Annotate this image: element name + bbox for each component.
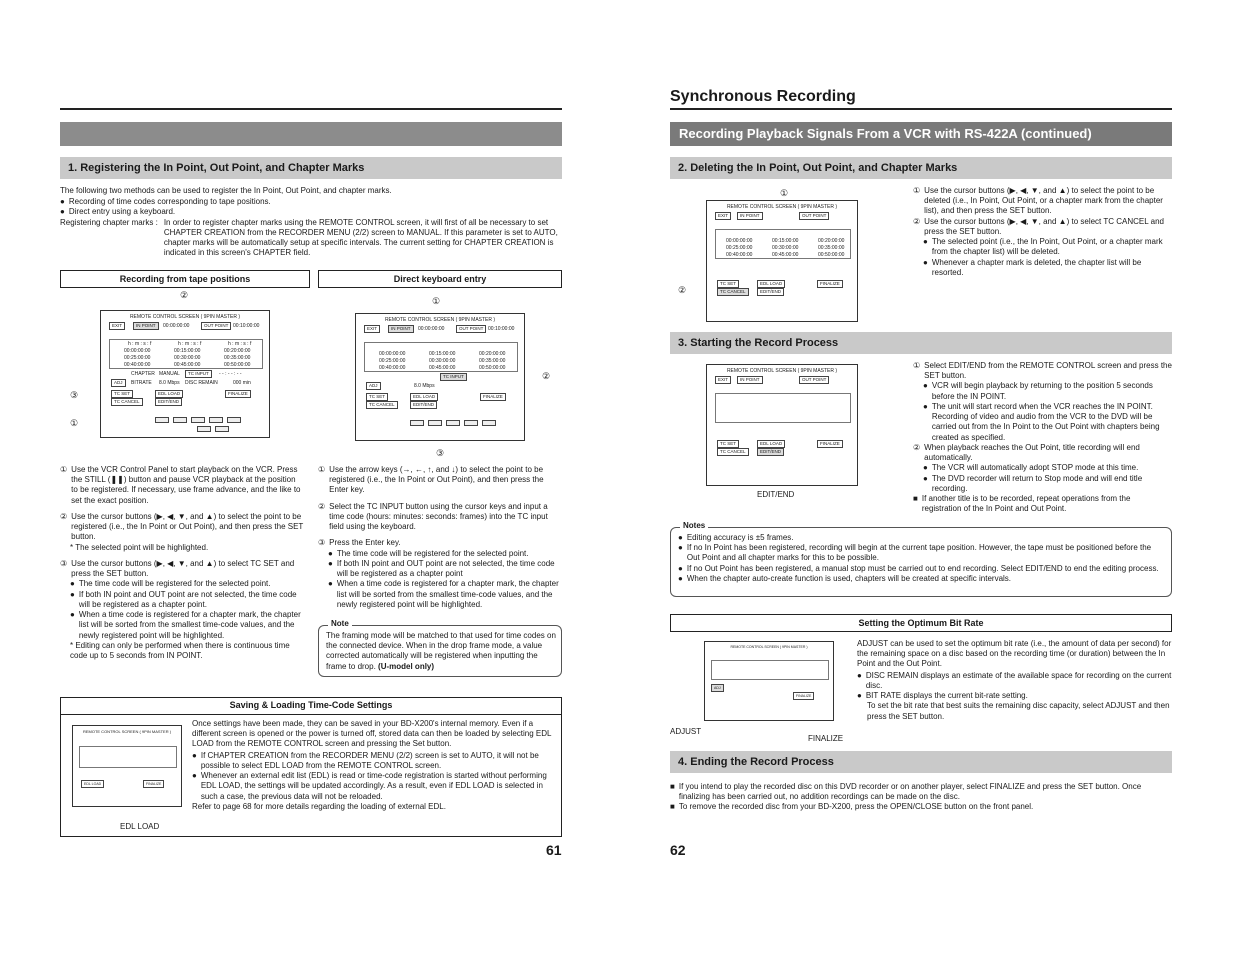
- bitrate-text: ADJUST can be used to set the optimum bit rate (i.e., the amount of data per second) for the remaining space on a disc based on the recording time (or duration) between the In Point and the Out Point. ● DISC REMAIN displays an estimate of the available space for recording on the current disc. ● BIT RATE displays the current bit-rate setting. To set the bit rate that best suits the remaining disc capacity, select ADJUST and then press the SET button.: [857, 639, 1172, 721]
- fast-forward-icon[interactable]: [482, 420, 496, 426]
- section4-text: ■ If you intend to play the recorded disc on this DVD recorder or on another player, select FINALIZE and press the SET button. Once finalizing has been carried out, no addition recordings can be made on the disc. ■ To remove the recorded disc from your BD-X200, press the OPEN/CLOSE button on the front panel.: [670, 782, 1142, 812]
- recording-from-tape-label: Recording from tape positions: [60, 270, 310, 288]
- adj-button[interactable]: ADJ: [711, 684, 724, 692]
- stop-icon[interactable]: [173, 417, 187, 423]
- edit-end-button[interactable]: EDIT/END: [410, 401, 437, 409]
- exit-button[interactable]: EXIT: [109, 322, 125, 330]
- tc-cancel-button[interactable]: TC CANCEL: [717, 448, 749, 456]
- top-rule-right: [670, 108, 1172, 110]
- banner: Recording Playback Signals From a VCR with RS-422A (continued): [670, 122, 1172, 146]
- page-number-right: 62: [670, 842, 686, 858]
- out-point-button[interactable]: OUT POINT: [799, 376, 829, 384]
- out-point-button[interactable]: OUT POINT: [456, 325, 486, 333]
- frame-back-icon[interactable]: [197, 426, 211, 432]
- in-point-tc: 00:00:00:00: [163, 323, 190, 329]
- intro-bullet: ● Recording of time codes corresponding to tape positions.: [60, 197, 271, 207]
- page-number-left: 61: [546, 842, 562, 858]
- edit-end-button[interactable]: EDIT/END: [757, 288, 784, 296]
- tc-cancel-button[interactable]: TC CANCEL: [717, 288, 749, 296]
- notes-label: Notes: [680, 521, 708, 531]
- intro-text: The following two methods can be used to register the In Point, Out Point, and chapter marks.: [60, 186, 392, 195]
- edl-load-button[interactable]: EDL LOAD: [155, 390, 183, 398]
- section3-steps: ① Select EDIT/END from the REMOTE CONTROL screen and press the SET button. ● VCR will begin playback by returning to the position 5 seconds before the IN POINT. ● The unit will start record when the VCR reaches the IN POINT. Recording of video and audio from the VCR to the DVD will be carried out from the In Point to the Out Point with chapters being created as specified. ② When playback reaches the Out Point, title recording will end automatically. ● The VCR will automatically adopt STOP mode at this time. ● The DVD recorder will return to Stop mode and will end title recording. ■ If another title is to be recorded, repeat operations from the registration of the In Point and Out Point.: [913, 361, 1172, 514]
- section2-steps: ① Use the cursor buttons (▶, ◀, ▼, and ▲) to select the point to be deleted (i.e., In Point, Out Point, or a chapter mark from the chapter list), and then press the SET button. ② Use the cursor buttons (▶, ◀, ▼, and ▲) to select TC CANCEL and press the SET button. ● The selected point (i.e., the In Point, Out Point, or a chapter mark from the chapter list) will be deleted. ● Whenever a chapter mark is deleted, the chapter list will be resorted.: [913, 186, 1164, 277]
- in-point-button[interactable]: IN POINT: [133, 322, 159, 330]
- callout-2: ②: [678, 285, 687, 295]
- play-icon[interactable]: [446, 420, 460, 426]
- callout-1: ①: [780, 188, 789, 198]
- in-point-button[interactable]: IN POINT: [737, 212, 763, 220]
- edl-load-button[interactable]: EDL LOAD: [81, 780, 104, 788]
- section3-title: 3. Starting the Record Process: [670, 332, 1172, 354]
- section1-intro: [60, 186, 562, 259]
- edl-load-button[interactable]: EDL LOAD: [757, 280, 785, 288]
- edl-load-label: EDL LOAD: [120, 822, 160, 831]
- notes-list: ● Editing accuracy is ±5 frames. ● If no In Point has been registered, recording will begin at the current tape position. However, the tape must be positioned before the Out Point and all chapter marks for this to be possible. ● If no Out Point has been registered, a manual stop must be carried out to end recording. Select EDIT/END to end the editing process. ● When the chapter auto-create function is used, chapters will be created at specific intervals.: [678, 533, 1159, 583]
- out-point-button[interactable]: OUT POINT: [799, 212, 829, 220]
- saving-loading-text: Once settings have been made, they can be saved in your BD-X200's internal memory. Even if a different screen is opened or the power is turned off, stored data can then be loaded by selecting EDL LOAD from the REMOTE CONTROL screen and pressing the Set button. ● If CHAPTER CREATION from the RECORDER MENU (2/2) screen is set to AUTO, it will not be possible to select EDL LOAD from the REMOTE CONTROL screen. ● Whenever an external edit list (EDL) is read or time-code registration is started without performing EDL LOAD, the settings will be updated accordingly. As a result, even if EDL LOAD is selected in such a case, the previous data will not be reloaded. Refer to page 68 for more details regarding the loading of external EDL.: [192, 719, 552, 811]
- remote-control-screen-small: REMOTE CONTROL SCREEN ( 9PIN MASTER ) ADJ FINALIZE: [704, 641, 834, 721]
- screen-title: REMOTE CONTROL SCREEN ( 9PIN MASTER ): [384, 317, 496, 323]
- edl-load-button[interactable]: EDL LOAD: [757, 440, 785, 448]
- fast-forward-icon[interactable]: [227, 417, 241, 423]
- intro-bullet: ● Direct entry using a keyboard.: [60, 207, 176, 217]
- top-rule-left: [60, 108, 562, 110]
- edit-end-button[interactable]: EDIT/END: [757, 448, 784, 456]
- note-label: Note: [328, 619, 352, 629]
- callout-3: ③: [436, 448, 445, 458]
- finalize-button[interactable]: FINALIZE: [225, 390, 251, 398]
- exit-button[interactable]: EXIT: [715, 376, 731, 384]
- chapter-table: h : m : s : f h : m : s : f h : m : s : f 00:00:00:00 00:25:00:00 00:40:00:00 00:15:00:00 00:30:00:00 00:45:00:00 00:20:00:00 00:35:00:00 00:50:00:00: [109, 339, 263, 369]
- play-icon[interactable]: [191, 417, 205, 423]
- remote-control-screen: REMOTE CONTROL SCREEN ( 9PIN MASTER ) EXIT IN POINT OUT POINT TC SET TC CANCEL EDL LOAD EDIT/END FINALIZE: [706, 364, 858, 486]
- tc-set-button[interactable]: TC SET: [111, 390, 133, 398]
- edit-end-button[interactable]: EDIT/END: [155, 398, 182, 406]
- tc-cancel-button[interactable]: TC CANCEL: [111, 398, 143, 406]
- exit-button[interactable]: EXIT: [715, 212, 731, 220]
- remote-control-screen: REMOTE CONTROL SCREEN ( 9PIN MASTER ) EXIT IN POINT OUT POINT 00:00:00:00 00:25:00:00 00:40:00:00 00:15:00:00 00:30:00:00 00:45:00:00 00:20:00:00 00:35:00:00 00:50:00:00 TC SET TC CANCEL EDL LOAD EDIT/END FINALIZE: [706, 200, 858, 322]
- rewind-icon[interactable]: [155, 417, 169, 423]
- left-banner: [60, 122, 562, 146]
- section2-title: 2. Deleting the In Point, Out Point, and Chapter Marks: [670, 157, 1172, 179]
- exit-button[interactable]: EXIT: [364, 325, 380, 333]
- adjust-label: ADJUST: [670, 727, 702, 736]
- saving-loading-title: Saving & Loading Time-Code Settings: [60, 697, 562, 715]
- callout-1: ①: [70, 418, 79, 428]
- adj-button[interactable]: ADJ: [366, 382, 381, 390]
- callout-2: ②: [542, 371, 551, 381]
- edit-end-label: EDIT/END: [757, 490, 795, 499]
- finalize-button[interactable]: FINALIZE: [817, 440, 843, 448]
- bitrate-title: Setting the Optimum Bit Rate: [670, 614, 1172, 632]
- edl-load-button[interactable]: EDL LOAD: [410, 393, 438, 401]
- finalize-button[interactable]: FINALIZE: [480, 393, 506, 401]
- tc-set-button[interactable]: TC SET: [717, 440, 739, 448]
- section1-title: 1. Registering the In Point, Out Point, and Chapter Marks: [60, 157, 562, 179]
- finalize-button[interactable]: FINALIZE: [143, 780, 164, 788]
- section4-title: 4. Ending the Record Process: [670, 751, 1172, 773]
- tc-input-button[interactable]: TC INPUT: [185, 370, 212, 378]
- remote-control-screen-small: REMOTE CONTROL SCREEN ( 9PIN MASTER ) EDL LOAD FINALIZE: [72, 725, 182, 807]
- in-point-button[interactable]: IN POINT: [737, 376, 763, 384]
- finalize-label: FINALIZE: [808, 734, 844, 743]
- rewind-icon[interactable]: [410, 420, 424, 426]
- tc-set-button[interactable]: TC SET: [366, 393, 388, 401]
- callout-1: ①: [432, 296, 441, 306]
- direct-keyboard-label: Direct keyboard entry: [318, 270, 562, 288]
- page-title: Synchronous Recording: [670, 88, 856, 105]
- tc-set-button[interactable]: TC SET: [717, 280, 739, 288]
- pause-icon[interactable]: [464, 420, 478, 426]
- registering-chapter-marks: Registering chapter marks : In order to register chapter marks using the REMOTE CONTROL screen, it will first of all be necessary to set CHAPTER CREATION from the RECORDER MENU (2/2) screen to MANUAL. If this parameter is set to AUTO, chapter marks will be automatically setup at specific intervals. The current setting for CHAPTER CREATION is indicated in this screen's CHAPTER field.: [60, 217, 558, 258]
- callout-3: ③: [70, 390, 79, 400]
- remote-control-screen: REMOTE CONTROL SCREEN ( 9PIN MASTER ) EXIT IN POINT 00:00:00:00 OUT POINT 00:10:00:00 00:00:00:00 00:25:00:00 00:40:00:00 00:15:00:00 00:30:00:00 00:45:00:00 00:20:00:00 00:35:00:00 00:50:00:00 TC INPUT ADJ 8.0 Mbps TC SET EDL LOAD FINALIZE TC CANCEL EDIT/END: [355, 313, 525, 441]
- chapter-table: [715, 393, 851, 423]
- chapter-table: 00:00:00:00 00:25:00:00 00:40:00:00 00:15:00:00 00:30:00:00 00:45:00:00 00:20:00:00 00:35:00:00 00:50:00:00: [364, 342, 518, 372]
- in-point-button[interactable]: IN POINT: [388, 325, 414, 333]
- stop-icon[interactable]: [428, 420, 442, 426]
- tc-cancel-button[interactable]: TC CANCEL: [366, 401, 398, 409]
- tc-input-button[interactable]: TC INPUT: [440, 373, 467, 381]
- out-point-tc: 00:10:00:00: [233, 323, 260, 329]
- frame-forward-icon[interactable]: [215, 426, 229, 432]
- keyboard-steps: ① Use the arrow keys (→, ←, ↑, and ↓) to select the point to be registered (i.e., the In Point or Out Point), and then press the Enter key. ② Select the TC INPUT button using the cursor keys and input a time code (hours: minutes: seconds: frames) into the TC input field using the keyboard. ③ Press the Enter key. ● The time code will be registered for the selected point. ● If both IN point and OUT point are not selected, the time code will be registered as a chapter point ● When a time code is registered for a chapter mark, the chapter list will be sorted from the smallest time-code values, and the newly registered point will be highlighted.: [318, 465, 559, 609]
- callout-2: ②: [180, 290, 189, 300]
- tape-steps: ① Use the VCR Control Panel to start playback on the VCR. Press the STILL (❚❚) button and pause VCR playback at the position to be registered. If necessary, use frame advance, and the like to set the exact position. ② Use the cursor buttons (▶, ◀, ▼, and ▲) to select the point to be registered (i.e., the In Point or Out Point), and then press the SET button. * The selected point will be highlighted. ③ Use the cursor buttons (▶, ◀, ▼, and ▲) to select TC SET and press the SET button. ● The time code will be registered for the selected point. ● If both IN point and OUT point are not selected, the time code will be registered as a chapter point. ● When a time code is registered for a chapter mark, the chapter list will be sorted from the smallest time-code values, and the newly registered point will be highlighted. * Editing can only be performed when there is continuous time code up to 5 seconds from IN POINT.: [60, 465, 304, 660]
- adj-button[interactable]: ADJ: [111, 379, 126, 387]
- screen-title: REMOTE CONTROL SCREEN ( 9PIN MASTER ): [129, 314, 241, 320]
- remote-control-screen: REMOTE CONTROL SCREEN ( 9PIN MASTER ) EXIT IN POINT 00:00:00:00 OUT POINT 00:10:00:00 h : m : s : f h : m : s : f h : m : s : f 00:00:00:00 00:25:00:00 00:40:00:00 00:15:00:00 00:30:00:00 00:45:00:00 00:20:00:00 00:35:00:00 00:50:00:00 CHAPTER MANUAL TC INPUT - - : - - : - - ADJ BITRATE 8.0 Mbps DISC REMAIN 000 min TC SET EDL LOAD FINALIZE TC CANCEL EDIT/END: [100, 310, 270, 438]
- note-text: The framing mode will be matched to that used for time codes on the connected device. When in the drop frame mode, a value corrected automatically will be registered when inputting the frame to drop. (U-model only): [326, 631, 556, 671]
- out-point-button[interactable]: OUT POINT: [201, 322, 231, 330]
- pause-icon[interactable]: [209, 417, 223, 423]
- finalize-button[interactable]: FINALIZE: [793, 692, 814, 700]
- finalize-button[interactable]: FINALIZE: [817, 280, 843, 288]
- chapter-table: 00:00:00:00 00:25:00:00 00:40:00:00 00:15:00:00 00:30:00:00 00:45:00:00 00:20:00:00 00:35:00:00 00:50:00:00: [715, 229, 851, 259]
